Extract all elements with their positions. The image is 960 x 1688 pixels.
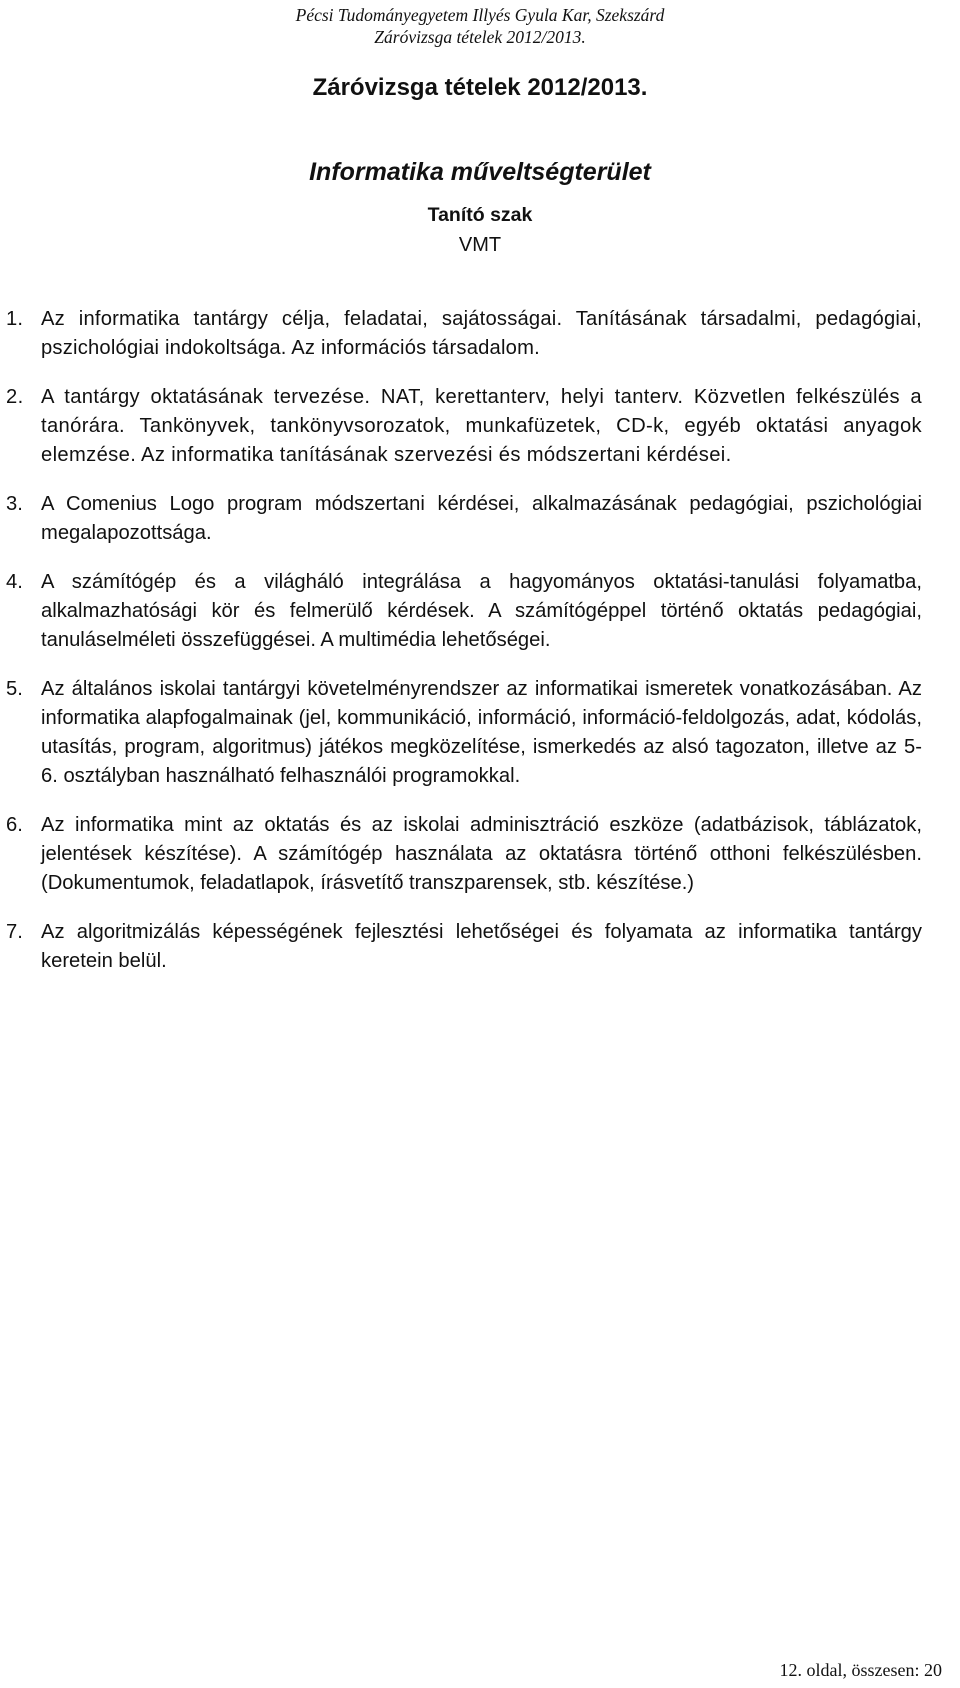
topic-item: [0, 383, 922, 470]
subject-area-title: Informatika műveltségterület: [309, 158, 651, 186]
topic-item: [0, 918, 922, 976]
topic-number: 3.: [6, 493, 23, 515]
header-exam-title: Záróvizsga tételek 2012/2013.: [374, 27, 586, 47]
topic-text: A tantárgy oktatásának tervezése. NAT, kerettanterv, helyi tanterv. Közvetlen felkészülés a tanórára. Tankönyvek, tankönyvsorozatok, munkafüzetek, CD-k, egyéb oktatási anyagok elemzése. Az informatika tanításának szervezési és módszertani kérdései.: [41, 386, 922, 466]
topic-number: 6.: [6, 814, 23, 836]
topic-item: [0, 675, 922, 791]
topic-list: [0, 305, 960, 996]
document-title: Záróvizsga tételek 2012/2013.: [312, 74, 648, 101]
topic-number: 7.: [6, 921, 23, 943]
program-name: Tanító szak: [427, 204, 533, 226]
program-abbreviation: VMT: [458, 234, 502, 256]
running-header: [0, 4, 960, 48]
topic-item: [0, 305, 922, 363]
topic-item: [0, 568, 922, 655]
topic-number: 1.: [6, 308, 24, 330]
topic-text: Az informatika mint az oktatás és az iskolai adminisztráció eszköze (adatbázisok, táblázatok, jelentések készítése). A számítógép használata az oktatásra történő otthoni felkészülésben. (Dokumentumok, feladatlapok, írásvetítő transzparensek, stb. készítése.): [41, 814, 922, 894]
header-institution: Pécsi Tudományegyetem Illyés Gyula Kar, Szekszárd: [295, 5, 665, 25]
topic-item: [0, 490, 922, 548]
topic-text: A számítógép és a világháló integrálása a hagyományos oktatási-tanulási folyamatba, alkalmazhatósági kör és felmerülő kérdések. A számítógéppel történő oktatás pedagógiai, tanuláselméleti összefüggései. A multimédia lehetőségei.: [41, 571, 922, 651]
topic-number: 4.: [6, 571, 23, 593]
topic-number: 5.: [6, 678, 23, 700]
page-number-footer: 12. oldal, összesen: 20: [779, 1660, 942, 1680]
topic-text: Az általános iskolai tantárgyi követelményrendszer az informatikai ismeretek vonatkozásában. Az informatika alapfogalmainak (jel, kommunikáció, információ, információ-feldolgozás, adat, kódolás, utasítás, program, algoritmus) játékos megközelítése, ismerkedés az alsó tagozaton, illetve az 5-6. osztályban használható felhasználói programokkal.: [41, 678, 922, 787]
topic-text: Az algoritmizálás képességének fejlesztési lehetőségei és folyamata az informatika tantárgy keretein belül.: [41, 921, 922, 972]
topic-number: 2.: [6, 386, 24, 408]
topic-text: A Comenius Logo program módszertani kérdései, alkalmazásának pedagógiai, pszichológiai megalapozottsága.: [41, 493, 922, 544]
topic-item: [0, 811, 922, 898]
topic-text: Az informatika tantárgy célja, feladatai, sajátosságai. Tanításának társadalmi, pedagógiai, pszichológiai indokoltsága. Az információs társadalom.: [41, 308, 922, 359]
